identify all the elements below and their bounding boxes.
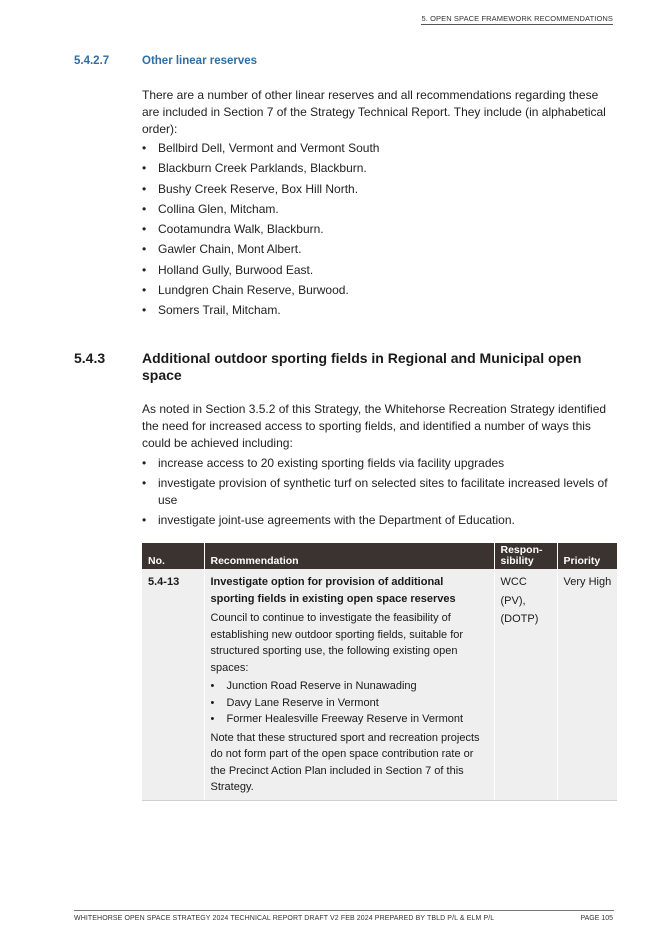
list-item: • investigate joint-use agreements with the Department of Education. bbox=[142, 512, 612, 529]
list-item: • Somers Trail, Mitcham. bbox=[142, 302, 612, 322]
recommendations-table bbox=[142, 543, 617, 801]
list-item: • Bellbird Dell, Vermont and Vermont South bbox=[142, 140, 612, 160]
list-item: • Collina Glen, Mitcham. bbox=[142, 201, 612, 221]
list-item: • Bushy Creek Reserve, Box Hill North. bbox=[142, 181, 612, 201]
recommendation-cell bbox=[204, 569, 494, 800]
list-item: • Cootamundra Walk, Blackburn. bbox=[142, 221, 612, 241]
recommendation-description: Council to continue to investigate the feasibility of establishing new outdoor sporting fields, suitable for structured sporting use, the following existing open spaces: bbox=[210, 612, 464, 674]
responsibility-line: WCC bbox=[500, 576, 527, 588]
list-item: • Junction Road Reserve in Nunawading bbox=[211, 678, 489, 695]
page-number: PAGE 105 bbox=[580, 915, 613, 922]
column-header-priority: Priority bbox=[557, 543, 617, 569]
sporting-fields-list bbox=[142, 455, 612, 532]
list-item: • Lundgren Chain Reserve, Burwood. bbox=[142, 282, 612, 302]
list-item: • Former Healesville Freeway Reserve in Vermont bbox=[211, 711, 489, 728]
column-header-responsibility: Respon-sibility bbox=[494, 543, 557, 569]
responsibility-line: (PV), bbox=[500, 594, 526, 607]
responsibility-line: (DOTP) bbox=[500, 613, 539, 625]
linear-reserves-list bbox=[142, 140, 612, 323]
recommendation-number: 5.4-13 bbox=[142, 569, 204, 800]
running-header: 5. OPEN SPACE FRAMEWORK RECOMMENDATIONS bbox=[421, 14, 613, 23]
section-intro: As noted in Section 3.5.2 of this Strategy, the Whitehorse Recreation Strategy identified the need for increased access to sporting fields, and identified a number of ways this could be achieved including: bbox=[142, 402, 607, 450]
section-number: 5.4.3 bbox=[74, 350, 106, 366]
footer-divider bbox=[74, 910, 614, 911]
recommendation-note: Note that these structured sport and recreation projects do not form part of the open space contribution rate or the Precinct Action Plan included in Section 7 of this Strategy. bbox=[210, 731, 480, 793]
column-header-no: No. bbox=[142, 543, 204, 569]
list-item: • increase access to 20 existing sporting fields via facility upgrades bbox=[142, 455, 612, 472]
responsibility-cell bbox=[494, 569, 557, 800]
table-row bbox=[142, 569, 617, 800]
subsection-intro: There are a number of other linear reserves and all recommendations regarding these are included in Section 7 of the Strategy Technical Report. They include (in alphabetical order): bbox=[142, 88, 606, 136]
recommendation-sites-list bbox=[211, 678, 489, 728]
list-item: • Gawler Chain, Mont Albert. bbox=[142, 241, 612, 261]
list-item: • Holland Gully, Burwood East. bbox=[142, 262, 612, 282]
recommendation-title: Investigate option for provision of additional sporting fields in existing open space reserves bbox=[210, 576, 456, 605]
priority-cell: Very High bbox=[557, 569, 617, 800]
subsection-number: 5.4.2.7 bbox=[74, 55, 110, 67]
column-header-recommendation: Recommendation bbox=[204, 543, 494, 569]
section-title: Additional outdoor sporting fields in Regional and Municipal open space bbox=[142, 350, 582, 383]
list-item: • investigate provision of synthetic turf on selected sites to facilitate increased levels of use bbox=[142, 475, 612, 509]
list-item: • Blackburn Creek Parklands, Blackburn. bbox=[142, 160, 612, 180]
footer-document-info: WHITEHORSE OPEN SPACE STRATEGY 2024 TECHNICAL REPORT DRAFT V2 FEB 2024 PREPARED BY TBLD P/L & ELM P/L bbox=[74, 915, 495, 922]
list-item: • Davy Lane Reserve in Vermont bbox=[211, 695, 489, 712]
subsection-title: Other linear reserves bbox=[142, 55, 258, 67]
